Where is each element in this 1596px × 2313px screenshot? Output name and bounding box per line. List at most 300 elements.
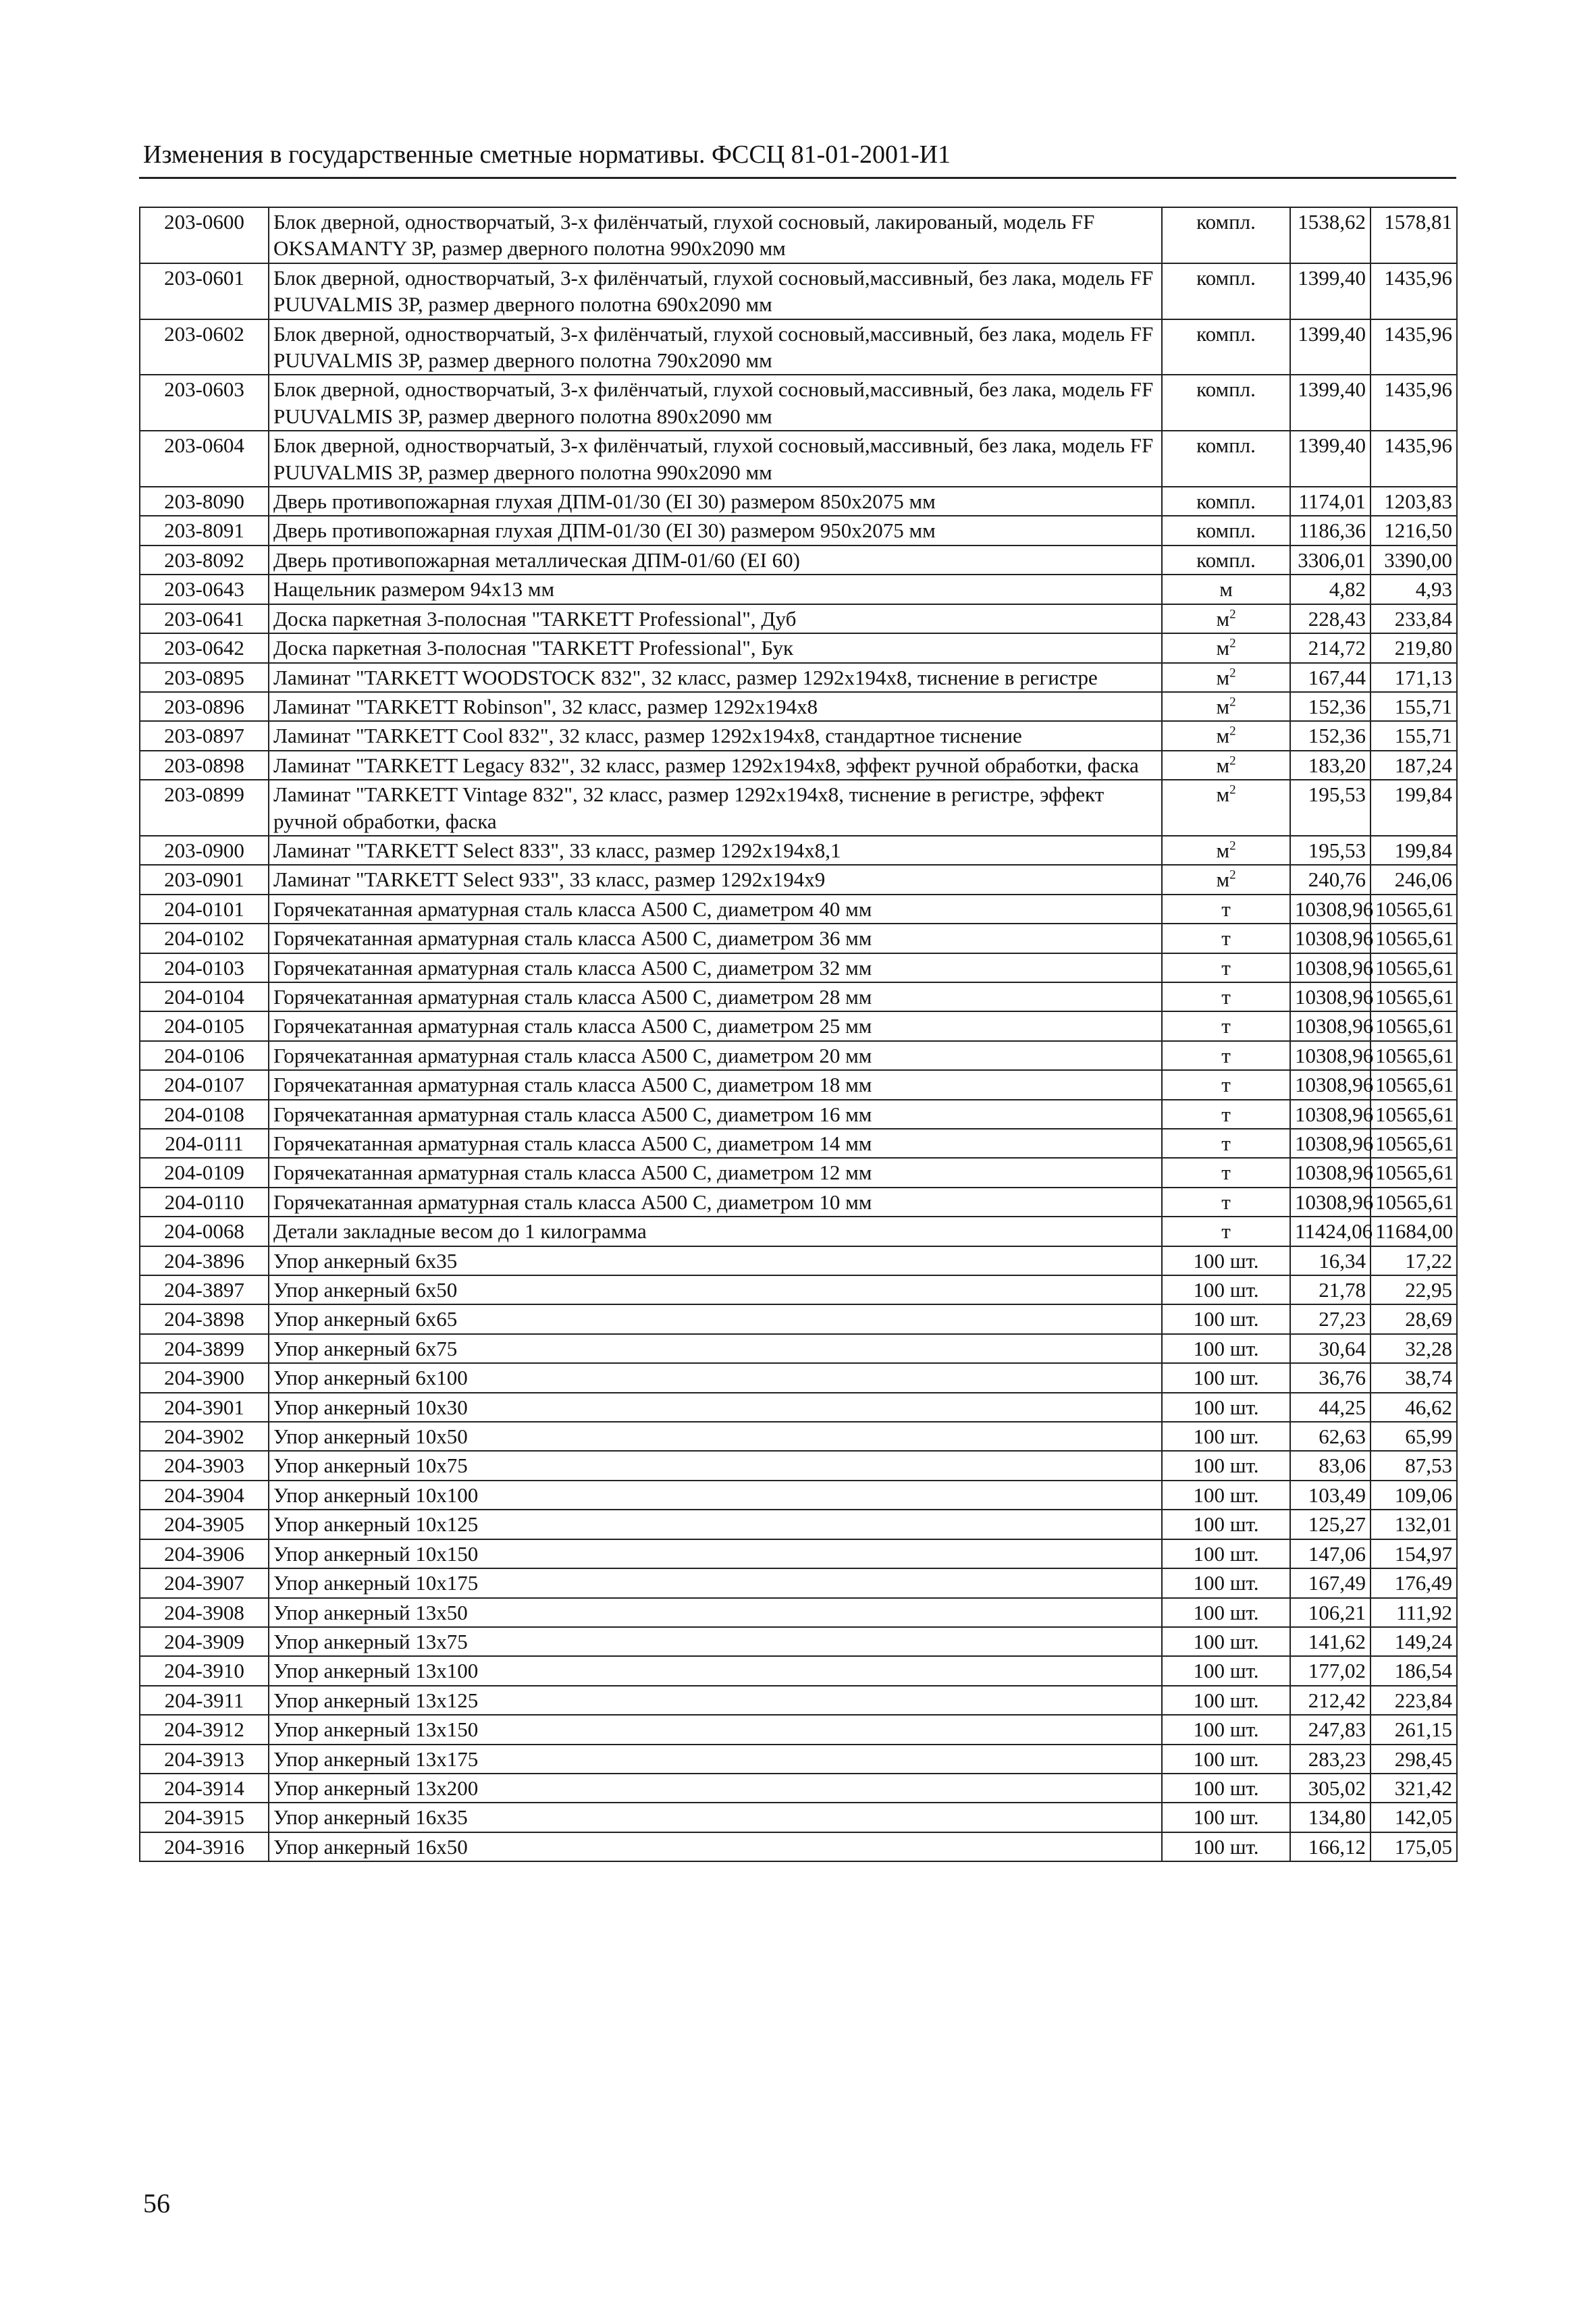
row-price-1-text: 167,49 bbox=[1308, 1571, 1366, 1595]
row-description bbox=[269, 692, 1162, 721]
row-price-1 bbox=[1290, 1686, 1371, 1715]
row-price-1-text: 240,76 bbox=[1308, 868, 1366, 892]
row-price-1 bbox=[1290, 431, 1371, 487]
row-code bbox=[140, 1070, 269, 1099]
row-code bbox=[140, 1627, 269, 1656]
row-price-2 bbox=[1371, 1832, 1457, 1861]
table-row bbox=[140, 263, 1457, 319]
row-unit-text: м bbox=[1216, 782, 1230, 807]
row-code bbox=[140, 692, 269, 721]
row-code-text: 204-3916 bbox=[164, 1834, 244, 1859]
row-price-2 bbox=[1371, 1745, 1457, 1774]
row-code bbox=[140, 633, 269, 662]
row-code-text: 204-3908 bbox=[164, 1600, 244, 1624]
row-unit bbox=[1162, 780, 1290, 836]
row-description bbox=[269, 1568, 1162, 1597]
row-code bbox=[140, 1011, 269, 1040]
row-price-2-text: 10565,61 bbox=[1375, 897, 1454, 921]
row-price-2-text: 65,99 bbox=[1405, 1425, 1452, 1449]
row-price-1-text: 10308,96 bbox=[1295, 955, 1374, 980]
row-price-2-text: 175,05 bbox=[1394, 1834, 1452, 1859]
table-row bbox=[140, 1774, 1457, 1803]
table-row bbox=[140, 865, 1457, 894]
row-unit bbox=[1162, 982, 1290, 1011]
row-price-1-text: 44,25 bbox=[1319, 1395, 1366, 1419]
row-description-text: Горячекатанная арматурная сталь класса А500 С, диаметром 18 мм bbox=[273, 1073, 872, 1097]
row-description bbox=[269, 263, 1162, 319]
row-price-2-text: 28,69 bbox=[1405, 1307, 1452, 1331]
row-price-2-text: 187,24 bbox=[1394, 753, 1452, 777]
row-unit-text: 100 шт. bbox=[1193, 1336, 1259, 1360]
row-price-1-text: 62,63 bbox=[1319, 1425, 1366, 1449]
row-price-2 bbox=[1371, 1100, 1457, 1129]
row-code bbox=[140, 836, 269, 865]
unit-exponent: 2 bbox=[1229, 724, 1236, 739]
row-unit bbox=[1162, 1100, 1290, 1129]
row-description-text: Блок дверной, одностворчатый, 3-х филёнчатый, глухой сосновый,массивный, без лака, модель FF PUUVALMIS 3P, размер дверного полотна 890х2090 мм bbox=[273, 377, 1154, 428]
row-price-2 bbox=[1371, 663, 1457, 692]
row-unit bbox=[1162, 1275, 1290, 1304]
row-unit-text: т bbox=[1221, 1219, 1231, 1244]
row-unit-text: м bbox=[1219, 577, 1233, 602]
table-row bbox=[140, 953, 1457, 982]
row-description-text: Ламинат "TARKETT Vintage 832", 32 класс, размер 1292х194х8, тиснение в регистре, эффект ручной обработки, фаска bbox=[273, 782, 1105, 833]
row-price-2 bbox=[1371, 1656, 1457, 1685]
row-price-1 bbox=[1290, 1745, 1371, 1774]
row-code-text: 203-0901 bbox=[164, 868, 244, 892]
row-unit-text: т bbox=[1221, 1014, 1231, 1038]
row-description-text: Горячекатанная арматурная сталь класса А500 С, диаметром 28 мм bbox=[273, 984, 872, 1009]
row-price-2-text: 132,01 bbox=[1394, 1512, 1452, 1537]
row-code bbox=[140, 1539, 269, 1568]
row-unit-text: 100 шт. bbox=[1193, 1278, 1259, 1302]
row-price-2-text: 149,24 bbox=[1394, 1629, 1452, 1653]
row-description-text: Горячекатанная арматурная сталь класса А500 С, диаметром 10 мм bbox=[273, 1190, 872, 1214]
row-description-text: Упор анкерный 13х125 bbox=[273, 1688, 479, 1712]
row-code-text: 203-0601 bbox=[164, 265, 244, 290]
row-description bbox=[269, 721, 1162, 750]
row-price-2-text: 1578,81 bbox=[1384, 210, 1452, 234]
table-row bbox=[140, 1481, 1457, 1510]
table-row bbox=[140, 1246, 1457, 1275]
table-row bbox=[140, 1100, 1457, 1129]
row-price-2 bbox=[1371, 1627, 1457, 1656]
row-price-1-text: 10308,96 bbox=[1295, 1043, 1374, 1067]
table-row bbox=[140, 663, 1457, 692]
row-price-1 bbox=[1290, 1832, 1371, 1861]
row-code bbox=[140, 1158, 269, 1187]
row-description-text: Горячекатанная арматурная сталь класса А500 С, диаметром 40 мм bbox=[273, 897, 872, 921]
row-code bbox=[140, 780, 269, 836]
row-price-1-text: 10308,96 bbox=[1295, 1073, 1374, 1097]
row-price-2-text: 87,53 bbox=[1405, 1454, 1452, 1478]
row-code bbox=[140, 1334, 269, 1363]
row-price-1-text: 21,78 bbox=[1319, 1278, 1366, 1302]
price-table-body bbox=[140, 207, 1457, 1861]
row-description bbox=[269, 1363, 1162, 1392]
row-price-1-text: 83,06 bbox=[1319, 1454, 1366, 1478]
row-price-2-text: 233,84 bbox=[1394, 606, 1452, 631]
row-price-2 bbox=[1371, 1686, 1457, 1715]
document-header: Изменения в государственные сметные нормативы. ФССЦ 81-01-2001-И1 bbox=[143, 140, 951, 169]
unit-exponent: 2 bbox=[1229, 666, 1236, 681]
row-price-2 bbox=[1371, 604, 1457, 633]
row-code-text: 203-8092 bbox=[164, 548, 244, 572]
row-code-text: 203-0895 bbox=[164, 665, 244, 689]
row-unit-text: т bbox=[1221, 955, 1231, 980]
table-row bbox=[140, 1011, 1457, 1040]
row-unit-text: 100 шт. bbox=[1193, 1541, 1259, 1566]
table-row bbox=[140, 207, 1457, 263]
row-code bbox=[140, 1100, 269, 1129]
row-description bbox=[269, 1539, 1162, 1568]
row-code-text: 204-3914 bbox=[164, 1776, 244, 1800]
row-code bbox=[140, 1745, 269, 1774]
row-price-1 bbox=[1290, 263, 1371, 319]
row-description bbox=[269, 431, 1162, 487]
row-price-2 bbox=[1371, 982, 1457, 1011]
row-unit-text: т bbox=[1221, 1102, 1231, 1126]
row-description-text: Ламинат "TARKETT Robinson", 32 класс, размер 1292х194х8 bbox=[273, 694, 818, 718]
row-code bbox=[140, 751, 269, 780]
row-unit bbox=[1162, 1451, 1290, 1480]
row-unit-text: 100 шт. bbox=[1193, 1454, 1259, 1478]
row-price-1 bbox=[1290, 1627, 1371, 1656]
row-code-text: 204-3911 bbox=[164, 1688, 244, 1712]
row-unit-text: 100 шт. bbox=[1193, 1483, 1259, 1507]
row-price-2-text: 261,15 bbox=[1394, 1718, 1452, 1742]
row-unit-text: 100 шт. bbox=[1193, 1805, 1259, 1830]
row-code-text: 204-3915 bbox=[164, 1805, 244, 1830]
row-code bbox=[140, 1304, 269, 1333]
row-unit bbox=[1162, 895, 1290, 924]
row-price-1-text: 228,43 bbox=[1308, 606, 1366, 631]
row-price-1 bbox=[1290, 836, 1371, 865]
row-description bbox=[269, 953, 1162, 982]
row-code bbox=[140, 516, 269, 545]
row-unit bbox=[1162, 1188, 1290, 1217]
row-code bbox=[140, 546, 269, 575]
row-code bbox=[140, 375, 269, 431]
row-price-1-text: 183,20 bbox=[1308, 753, 1366, 777]
row-description-text: Упор анкерный 13х175 bbox=[273, 1747, 479, 1771]
row-price-2 bbox=[1371, 1158, 1457, 1187]
row-description bbox=[269, 516, 1162, 545]
row-description-text: Ламинат "TARKETT Select 833", 33 класс, размер 1292х194х8,1 bbox=[273, 838, 841, 862]
row-code bbox=[140, 575, 269, 604]
table-row bbox=[140, 836, 1457, 865]
row-price-1 bbox=[1290, 487, 1371, 516]
row-description bbox=[269, 1011, 1162, 1040]
table-row bbox=[140, 721, 1457, 750]
row-description-text: Детали закладные весом до 1 килограмма bbox=[273, 1219, 647, 1244]
row-description bbox=[269, 487, 1162, 516]
row-description-text: Упор анкерный 6х50 bbox=[273, 1278, 458, 1302]
row-price-2 bbox=[1371, 546, 1457, 575]
row-price-2 bbox=[1371, 431, 1457, 487]
row-description-text: Ламинат "TARKETT Cool 832", 32 класс, размер 1292х194х8, стандартное тиснение bbox=[273, 724, 1022, 748]
row-description bbox=[269, 924, 1162, 953]
row-price-2-text: 223,84 bbox=[1394, 1688, 1452, 1712]
row-unit-text: м bbox=[1216, 665, 1230, 689]
row-description bbox=[269, 1041, 1162, 1070]
table-row bbox=[140, 1275, 1457, 1304]
row-price-1 bbox=[1290, 1568, 1371, 1597]
row-unit-text: 100 шт. bbox=[1193, 1512, 1259, 1537]
row-unit bbox=[1162, 924, 1290, 953]
row-price-2-text: 1435,96 bbox=[1384, 433, 1452, 458]
row-description bbox=[269, 1803, 1162, 1832]
row-unit bbox=[1162, 1334, 1290, 1363]
table-row bbox=[140, 895, 1457, 924]
row-description-text: Блок дверной, одностворчатый, 3-х филёнчатый, глухой сосновый,массивный, без лака, модель FF PUUVALMIS 3P, размер дверного полотна 990х2090 мм bbox=[273, 433, 1154, 484]
row-unit bbox=[1162, 1217, 1290, 1246]
row-price-2-text: 10565,61 bbox=[1375, 984, 1454, 1009]
row-unit bbox=[1162, 431, 1290, 487]
row-code bbox=[140, 207, 269, 263]
row-description bbox=[269, 375, 1162, 431]
table-row bbox=[140, 1510, 1457, 1539]
row-code-text: 204-3903 bbox=[164, 1454, 244, 1478]
row-description-text: Упор анкерный 10х30 bbox=[273, 1395, 468, 1419]
row-price-1 bbox=[1290, 516, 1371, 545]
row-code bbox=[140, 1129, 269, 1158]
row-price-2 bbox=[1371, 1598, 1457, 1627]
row-unit bbox=[1162, 1129, 1290, 1158]
row-description bbox=[269, 604, 1162, 633]
table-row bbox=[140, 1568, 1457, 1597]
row-price-2 bbox=[1371, 1334, 1457, 1363]
row-price-2-text: 10565,61 bbox=[1375, 1161, 1454, 1185]
row-price-1-text: 10308,96 bbox=[1295, 926, 1374, 951]
row-unit-text: 100 шт. bbox=[1193, 1307, 1259, 1331]
row-description bbox=[269, 1188, 1162, 1217]
row-price-2-text: 154,97 bbox=[1394, 1541, 1452, 1566]
row-unit-text: 100 шт. bbox=[1193, 1571, 1259, 1595]
price-table bbox=[139, 207, 1458, 1862]
table-row bbox=[140, 1745, 1457, 1774]
row-unit-text: 100 шт. bbox=[1193, 1659, 1259, 1683]
row-price-1 bbox=[1290, 207, 1371, 263]
row-code bbox=[140, 895, 269, 924]
row-description-text: Доска паркетная 3-полосная "TARKETT Professional", Дуб bbox=[273, 606, 797, 631]
row-code-text: 204-0101 bbox=[164, 897, 244, 921]
row-price-1 bbox=[1290, 1715, 1371, 1744]
row-price-1 bbox=[1290, 1422, 1371, 1451]
row-price-2 bbox=[1371, 751, 1457, 780]
row-description bbox=[269, 1598, 1162, 1627]
row-price-2 bbox=[1371, 1070, 1457, 1099]
table-row bbox=[140, 431, 1457, 487]
row-description-text: Блок дверной, одностворчатый, 3-х филёнчатый, глухой сосновый,массивный, без лака, модель FF PUUVALMIS 3P, размер дверного полотна 690х2090 мм bbox=[273, 265, 1154, 317]
row-price-1-text: 36,76 bbox=[1319, 1366, 1366, 1390]
table-row bbox=[140, 546, 1457, 575]
row-unit bbox=[1162, 1627, 1290, 1656]
row-code bbox=[140, 487, 269, 516]
row-code bbox=[140, 1656, 269, 1685]
row-price-1-text: 1399,40 bbox=[1298, 321, 1366, 346]
row-description bbox=[269, 1686, 1162, 1715]
row-price-2-text: 142,05 bbox=[1394, 1805, 1452, 1830]
row-unit bbox=[1162, 751, 1290, 780]
row-price-1 bbox=[1290, 692, 1371, 721]
row-code bbox=[140, 1451, 269, 1480]
row-unit bbox=[1162, 1422, 1290, 1451]
row-price-1-text: 103,49 bbox=[1308, 1483, 1366, 1507]
row-description bbox=[269, 1451, 1162, 1480]
row-unit-text: компл. bbox=[1196, 433, 1256, 458]
row-code-text: 204-0110 bbox=[164, 1190, 244, 1214]
row-code bbox=[140, 1393, 269, 1422]
row-price-1 bbox=[1290, 1188, 1374, 1217]
header-divider bbox=[139, 177, 1456, 179]
row-price-1-text: 177,02 bbox=[1308, 1659, 1366, 1683]
row-unit bbox=[1162, 1393, 1290, 1422]
row-price-1-text: 1174,01 bbox=[1298, 489, 1366, 514]
row-price-1-text: 10308,96 bbox=[1295, 1132, 1374, 1155]
row-unit-text: т bbox=[1221, 926, 1231, 951]
row-price-2-text: 10565,61 bbox=[1375, 1132, 1454, 1155]
table-row bbox=[140, 1158, 1457, 1187]
row-description bbox=[269, 1745, 1162, 1774]
row-description-text: Упор анкерный 10х125 bbox=[273, 1512, 479, 1537]
row-price-1-text: 1186,36 bbox=[1298, 519, 1366, 543]
table-row bbox=[140, 1686, 1457, 1715]
row-description bbox=[269, 546, 1162, 575]
row-description-text: Упор анкерный 10х175 bbox=[273, 1571, 479, 1595]
row-price-2-text: 1435,96 bbox=[1384, 377, 1452, 402]
row-description bbox=[269, 1481, 1162, 1510]
row-price-1-text: 214,72 bbox=[1308, 636, 1366, 660]
row-code bbox=[140, 1715, 269, 1744]
row-code bbox=[140, 982, 269, 1011]
row-code bbox=[140, 1246, 269, 1275]
row-description bbox=[269, 751, 1162, 780]
row-price-2 bbox=[1371, 1246, 1457, 1275]
table-row bbox=[140, 604, 1457, 633]
row-code bbox=[140, 1510, 269, 1539]
row-price-1 bbox=[1290, 1158, 1374, 1187]
row-description bbox=[269, 575, 1162, 604]
row-code-text: 204-0105 bbox=[164, 1014, 244, 1038]
row-price-2 bbox=[1371, 575, 1457, 604]
table-row bbox=[140, 982, 1457, 1011]
row-unit-text: 100 шт. bbox=[1193, 1248, 1259, 1273]
row-code bbox=[140, 1832, 269, 1861]
row-code-text: 204-3902 bbox=[164, 1425, 244, 1449]
row-code bbox=[140, 953, 269, 982]
row-price-1 bbox=[1290, 575, 1371, 604]
row-code-text: 203-8090 bbox=[164, 489, 244, 514]
row-price-2-text: 186,54 bbox=[1394, 1659, 1452, 1683]
row-code-text: 204-0106 bbox=[164, 1043, 244, 1067]
row-description bbox=[269, 1715, 1162, 1744]
row-code-text: 204-0104 bbox=[164, 984, 244, 1009]
row-price-1 bbox=[1290, 1334, 1371, 1363]
row-unit bbox=[1162, 1304, 1290, 1333]
row-price-2 bbox=[1371, 375, 1457, 431]
row-price-2 bbox=[1371, 692, 1457, 721]
row-code-text: 204-0103 bbox=[164, 955, 244, 980]
row-price-1-text: 10308,96 bbox=[1295, 1161, 1374, 1185]
row-price-1-text: 305,02 bbox=[1308, 1776, 1366, 1800]
row-price-2-text: 10565,61 bbox=[1375, 1014, 1454, 1038]
row-unit bbox=[1162, 1715, 1290, 1744]
row-code bbox=[140, 1686, 269, 1715]
row-description-text: Блок дверной, одностворчатый, 3-х филёнчатый, глухой сосновый,массивный, без лака, модель FF PUUVALMIS 3P, размер дверного полотна 790х2090 мм bbox=[273, 321, 1154, 373]
row-unit bbox=[1162, 633, 1290, 662]
row-unit-text: компл. bbox=[1196, 519, 1256, 543]
row-unit bbox=[1162, 953, 1290, 982]
table-row bbox=[140, 1627, 1457, 1656]
row-code-text: 203-0897 bbox=[164, 724, 244, 748]
row-price-2 bbox=[1371, 865, 1457, 894]
row-code-text: 204-3905 bbox=[164, 1512, 244, 1537]
row-code-text: 204-0102 bbox=[164, 926, 244, 951]
row-price-2 bbox=[1371, 207, 1457, 263]
row-price-1 bbox=[1290, 895, 1374, 924]
row-price-1 bbox=[1290, 924, 1374, 953]
row-code-text: 203-0899 bbox=[164, 782, 244, 807]
row-description-text: Горячекатанная арматурная сталь класса А500 С, диаметром 12 мм bbox=[273, 1161, 872, 1185]
row-price-2 bbox=[1371, 516, 1457, 545]
row-price-1 bbox=[1290, 1217, 1371, 1246]
row-price-1-text: 152,36 bbox=[1308, 724, 1366, 748]
row-unit bbox=[1162, 836, 1290, 865]
row-description-text: Нащельник размером 94х13 мм bbox=[273, 577, 555, 602]
row-code bbox=[140, 1481, 269, 1510]
row-description bbox=[269, 207, 1162, 263]
unit-exponent: 2 bbox=[1229, 753, 1236, 768]
row-code bbox=[140, 1803, 269, 1832]
row-description-text: Упор анкерный 6х65 bbox=[273, 1307, 458, 1331]
row-price-2 bbox=[1371, 1774, 1457, 1803]
row-description-text: Упор анкерный 10х50 bbox=[273, 1425, 468, 1449]
row-code-text: 203-0602 bbox=[164, 321, 244, 346]
table-row bbox=[140, 1363, 1457, 1392]
row-price-1 bbox=[1290, 1011, 1374, 1040]
row-code-text: 204-3901 bbox=[164, 1395, 244, 1419]
row-price-1-text: 4,82 bbox=[1329, 577, 1366, 602]
row-price-1 bbox=[1290, 953, 1374, 982]
row-code bbox=[140, 663, 269, 692]
row-description-text: Упор анкерный 10х100 bbox=[273, 1483, 479, 1507]
row-description bbox=[269, 1129, 1162, 1158]
row-unit-text: 100 шт. bbox=[1193, 1776, 1259, 1800]
table-row bbox=[140, 1334, 1457, 1363]
table-row bbox=[140, 1129, 1457, 1158]
row-price-1-text: 11424,06 bbox=[1295, 1219, 1373, 1244]
row-unit bbox=[1162, 263, 1290, 319]
row-code bbox=[140, 721, 269, 750]
row-price-1-text: 1399,40 bbox=[1298, 265, 1366, 290]
row-code-text: 203-0896 bbox=[164, 694, 244, 718]
row-description-text: Упор анкерный 6х35 bbox=[273, 1248, 458, 1273]
row-unit bbox=[1162, 1803, 1290, 1832]
row-code bbox=[140, 263, 269, 319]
row-price-1-text: 1399,40 bbox=[1298, 377, 1366, 402]
row-code bbox=[140, 319, 269, 375]
row-price-1-text: 16,34 bbox=[1319, 1248, 1366, 1273]
table-row bbox=[140, 692, 1457, 721]
row-unit bbox=[1162, 575, 1290, 604]
row-unit-text: м bbox=[1216, 753, 1230, 777]
row-price-2 bbox=[1371, 319, 1457, 375]
table-row bbox=[140, 1715, 1457, 1744]
row-price-2-text: 176,49 bbox=[1394, 1571, 1452, 1595]
row-unit bbox=[1162, 604, 1290, 633]
unit-exponent: 2 bbox=[1229, 868, 1236, 883]
